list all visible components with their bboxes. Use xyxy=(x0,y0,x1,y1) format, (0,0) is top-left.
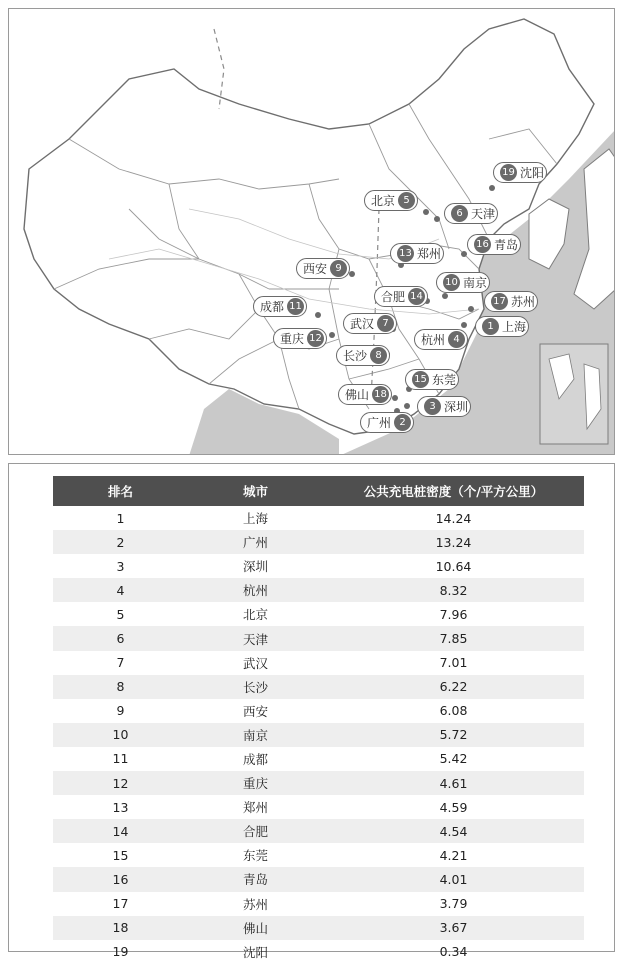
cell-city: 西安 xyxy=(242,703,268,719)
cell-city: 上海 xyxy=(242,511,268,527)
cell-city: 东莞 xyxy=(242,848,268,864)
table-row xyxy=(53,602,584,626)
cell-rank: 1 xyxy=(116,510,125,526)
cell-rank: 15 xyxy=(112,847,129,863)
cell-density: 4.21 xyxy=(439,847,468,863)
cell-density: 8.32 xyxy=(323,578,584,602)
rank-badge: 11 xyxy=(287,298,304,315)
table-row xyxy=(53,916,584,940)
rank-badge: 9 xyxy=(330,260,347,277)
cell-rank: 6 xyxy=(53,626,188,650)
cell-city: 青岛 xyxy=(188,867,323,891)
cell-city: 重庆 xyxy=(188,771,323,795)
cell-city: 沈阳 xyxy=(242,944,268,960)
rank-badge: 13 xyxy=(397,245,414,262)
table-header-row xyxy=(53,476,584,506)
rank-badge: 17 xyxy=(491,293,508,310)
header-rank: 排名 xyxy=(53,476,188,506)
city-label: 杭州 xyxy=(421,332,446,347)
city-label: 武汉 xyxy=(350,316,375,331)
cell-rank: 18 xyxy=(53,916,188,940)
table-row xyxy=(53,675,584,699)
ranking-table xyxy=(53,476,584,964)
city-marker-beijing[interactable] xyxy=(364,190,418,211)
city-label: 沈阳 xyxy=(520,165,545,180)
cell-city: 成都 xyxy=(242,751,268,767)
city-label: 苏州 xyxy=(511,294,536,309)
cell-density: 4.54 xyxy=(323,819,584,843)
city-label: 西安 xyxy=(303,261,328,276)
cell-city: 长沙 xyxy=(188,675,323,699)
city-marker-nanjing[interactable] xyxy=(436,272,490,293)
rank-badge: 8 xyxy=(370,347,387,364)
rank-badge: 18 xyxy=(372,386,389,403)
cell-density: 4.61 xyxy=(323,771,584,795)
city-marker-chongqing[interactable] xyxy=(273,328,327,349)
cell-city: 深圳 xyxy=(242,559,268,575)
city-label: 重庆 xyxy=(280,331,305,346)
china-map xyxy=(8,8,615,455)
table-row xyxy=(53,940,584,964)
rank-badge: 16 xyxy=(474,236,491,253)
cell-rank: 2 xyxy=(53,530,188,554)
cell-density: 7.85 xyxy=(323,626,584,650)
table-row xyxy=(53,747,584,771)
cell-rank: 9 xyxy=(116,703,125,719)
rank-badge: 4 xyxy=(448,331,465,348)
cell-rank: 3 xyxy=(116,558,125,574)
cell-rank: 8 xyxy=(53,675,188,699)
table-row xyxy=(53,723,584,747)
cell-density: 10.64 xyxy=(435,558,472,574)
table-row xyxy=(53,699,584,723)
cell-density: 6.22 xyxy=(323,675,584,699)
cell-density: 5.72 xyxy=(323,723,584,747)
cell-density: 0.34 xyxy=(439,944,468,960)
city-label: 天津 xyxy=(471,206,496,221)
city-label: 长沙 xyxy=(343,348,368,363)
cell-city: 佛山 xyxy=(188,916,323,940)
cell-city: 合肥 xyxy=(188,819,323,843)
table-row xyxy=(53,578,584,602)
cell-rank: 11 xyxy=(112,751,129,767)
city-marker-xian[interactable] xyxy=(296,258,350,279)
cell-rank: 4 xyxy=(53,578,188,602)
cell-density: 7.01 xyxy=(439,655,468,671)
table-row xyxy=(53,795,584,819)
header-density: 公共充电桩密度（个/平方公里） xyxy=(323,476,584,506)
cell-city: 南京 xyxy=(188,723,323,747)
city-label: 深圳 xyxy=(444,399,469,414)
city-marker-hangzhou[interactable] xyxy=(414,329,468,350)
city-marker-shanghai[interactable] xyxy=(475,316,529,337)
table-row xyxy=(53,651,584,675)
table-row xyxy=(53,554,584,578)
cell-rank: 17 xyxy=(112,896,129,912)
cell-density: 3.79 xyxy=(439,896,468,912)
city-marker-suzhou[interactable] xyxy=(484,291,538,312)
city-marker-shenyang[interactable] xyxy=(493,162,547,183)
rank-badge: 2 xyxy=(394,414,411,431)
rank-badge: 10 xyxy=(443,274,460,291)
city-marker-foshan[interactable] xyxy=(338,384,392,405)
rank-badge: 14 xyxy=(408,288,425,305)
rank-badge: 1 xyxy=(482,318,499,335)
cell-density: 13.24 xyxy=(323,530,584,554)
city-marker-shenzhen[interactable] xyxy=(417,396,471,417)
city-marker-wuhan[interactable] xyxy=(343,313,397,334)
rank-badge: 6 xyxy=(451,205,468,222)
cell-city: 广州 xyxy=(188,530,323,554)
rank-badge: 12 xyxy=(307,330,324,347)
city-marker-zhengzhou[interactable] xyxy=(390,243,444,264)
cell-density: 4.59 xyxy=(439,799,468,815)
ranking-table-panel xyxy=(8,463,615,960)
cell-rank: 19 xyxy=(112,944,129,960)
city-label: 成都 xyxy=(260,299,285,314)
cell-city: 北京 xyxy=(242,607,268,623)
cell-city: 天津 xyxy=(188,626,323,650)
rank-badge: 7 xyxy=(377,315,394,332)
city-label: 东莞 xyxy=(432,372,457,387)
cell-rank: 14 xyxy=(53,819,188,843)
rank-badge: 3 xyxy=(424,398,441,415)
cell-city: 苏州 xyxy=(242,896,268,912)
city-marker-dongguan[interactable] xyxy=(405,369,459,390)
rank-badge: 19 xyxy=(500,164,517,181)
cell-rank: 12 xyxy=(53,771,188,795)
map-base xyxy=(9,9,615,455)
rank-badge: 5 xyxy=(398,192,415,209)
cell-rank: 7 xyxy=(116,655,125,671)
cell-city: 武汉 xyxy=(242,655,268,671)
city-marker-tianjin[interactable] xyxy=(444,203,498,224)
city-marker-hefei[interactable] xyxy=(374,286,428,307)
city-label: 青岛 xyxy=(494,237,519,252)
city-marker-guangzhou[interactable] xyxy=(360,412,414,433)
cell-rank: 5 xyxy=(116,606,125,622)
table-row xyxy=(53,771,584,795)
rank-badge: 15 xyxy=(412,371,429,388)
cell-density: 7.96 xyxy=(439,606,468,622)
cell-density: 14.24 xyxy=(435,510,472,526)
cell-city: 郑州 xyxy=(242,800,268,816)
city-label: 上海 xyxy=(502,319,527,334)
cell-density: 6.08 xyxy=(439,703,468,719)
table-row xyxy=(53,819,584,843)
table-row xyxy=(53,530,584,554)
city-label: 北京 xyxy=(371,193,396,208)
cell-city: 杭州 xyxy=(188,578,323,602)
table-row xyxy=(53,626,584,650)
city-label: 合肥 xyxy=(381,289,406,304)
cell-density: 4.01 xyxy=(323,867,584,891)
cell-rank: 13 xyxy=(112,799,129,815)
cell-density: 5.42 xyxy=(439,751,468,767)
city-marker-qingdao[interactable] xyxy=(467,234,521,255)
cell-density: 3.67 xyxy=(323,916,584,940)
city-label: 佛山 xyxy=(345,387,370,402)
cell-rank: 10 xyxy=(53,723,188,747)
city-label: 南京 xyxy=(463,275,488,290)
table-row xyxy=(53,506,584,530)
city-label: 郑州 xyxy=(417,246,442,261)
table-row xyxy=(53,867,584,891)
table-row xyxy=(53,892,584,916)
header-city: 城市 xyxy=(188,476,323,506)
city-marker-chengdu[interactable] xyxy=(253,296,307,317)
city-label: 广州 xyxy=(367,415,392,430)
city-marker-changsha[interactable] xyxy=(336,345,390,366)
cell-rank: 16 xyxy=(53,867,188,891)
table-row xyxy=(53,843,584,867)
